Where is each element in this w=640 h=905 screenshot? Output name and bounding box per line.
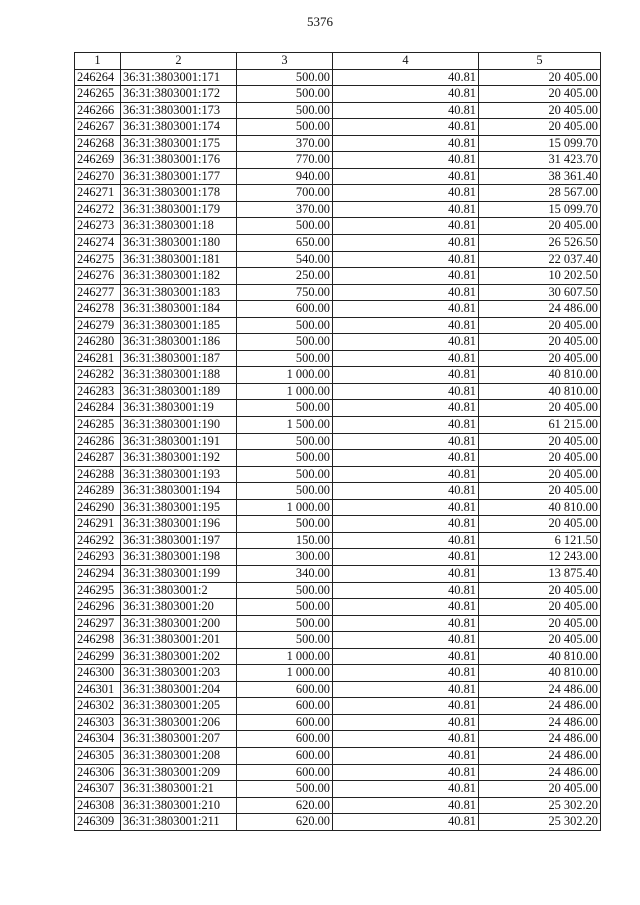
table-row <box>75 400 601 417</box>
area-cell: 1 000.00 <box>237 648 333 665</box>
cadastral-number-cell: 36:31:3803001:186 <box>121 334 237 351</box>
area-cell: 500.00 <box>237 433 333 450</box>
area-cell: 300.00 <box>237 549 333 566</box>
area-cell: 600.00 <box>237 714 333 731</box>
table-row <box>75 466 601 483</box>
amount-cell: 22 037.40 <box>479 251 601 268</box>
rate-cell: 40.81 <box>333 483 479 500</box>
cadastral-number-cell: 36:31:3803001:182 <box>121 268 237 285</box>
row-number-cell: 246267 <box>75 119 121 136</box>
rate-cell: 40.81 <box>333 731 479 748</box>
table-row <box>75 86 601 103</box>
rate-cell: 40.81 <box>333 582 479 599</box>
area-cell: 150.00 <box>237 532 333 549</box>
row-number-cell: 246301 <box>75 681 121 698</box>
rate-cell: 40.81 <box>333 268 479 285</box>
area-cell: 540.00 <box>237 251 333 268</box>
amount-cell: 20 405.00 <box>479 466 601 483</box>
amount-cell: 20 405.00 <box>479 350 601 367</box>
area-cell: 940.00 <box>237 168 333 185</box>
cadastral-number-cell: 36:31:3803001:175 <box>121 135 237 152</box>
amount-cell: 20 405.00 <box>479 218 601 235</box>
amount-cell: 20 405.00 <box>479 69 601 86</box>
row-number-cell: 246268 <box>75 135 121 152</box>
area-cell: 500.00 <box>237 317 333 334</box>
area-cell: 600.00 <box>237 747 333 764</box>
cadastral-number-cell: 36:31:3803001:172 <box>121 86 237 103</box>
table-row <box>75 814 601 831</box>
area-cell: 500.00 <box>237 483 333 500</box>
rate-cell: 40.81 <box>333 532 479 549</box>
row-number-cell: 246309 <box>75 814 121 831</box>
amount-cell: 40 810.00 <box>479 383 601 400</box>
rate-cell: 40.81 <box>333 615 479 632</box>
area-cell: 770.00 <box>237 152 333 169</box>
row-number-cell: 246273 <box>75 218 121 235</box>
row-number-cell: 246308 <box>75 797 121 814</box>
cadastral-number-cell: 36:31:3803001:19 <box>121 400 237 417</box>
row-number-cell: 246280 <box>75 334 121 351</box>
table-row <box>75 532 601 549</box>
area-cell: 600.00 <box>237 681 333 698</box>
table-row <box>75 698 601 715</box>
rate-cell: 40.81 <box>333 714 479 731</box>
amount-cell: 10 202.50 <box>479 268 601 285</box>
row-number-cell: 246297 <box>75 615 121 632</box>
table-row <box>75 681 601 698</box>
cadastral-number-cell: 36:31:3803001:18 <box>121 218 237 235</box>
rate-cell: 40.81 <box>333 549 479 566</box>
table-row <box>75 714 601 731</box>
rate-cell: 40.81 <box>333 135 479 152</box>
table-row <box>75 483 601 500</box>
cadastral-number-cell: 36:31:3803001:174 <box>121 119 237 136</box>
cadastral-number-cell: 36:31:3803001:189 <box>121 383 237 400</box>
area-cell: 500.00 <box>237 119 333 136</box>
amount-cell: 24 486.00 <box>479 731 601 748</box>
rate-cell: 40.81 <box>333 152 479 169</box>
area-cell: 700.00 <box>237 185 333 202</box>
rate-cell: 40.81 <box>333 168 479 185</box>
rate-cell: 40.81 <box>333 648 479 665</box>
cadastral-number-cell: 36:31:3803001:207 <box>121 731 237 748</box>
area-cell: 500.00 <box>237 781 333 798</box>
rate-cell: 40.81 <box>333 400 479 417</box>
cadastral-number-cell: 36:31:3803001:208 <box>121 747 237 764</box>
amount-cell: 20 405.00 <box>479 317 601 334</box>
column-header-1: 1 <box>75 53 121 70</box>
row-number-cell: 246289 <box>75 483 121 500</box>
cadastral-number-cell: 36:31:3803001:210 <box>121 797 237 814</box>
row-number-cell: 246264 <box>75 69 121 86</box>
cadastral-number-cell: 36:31:3803001:180 <box>121 235 237 252</box>
row-number-cell: 246265 <box>75 86 121 103</box>
row-number-cell: 246306 <box>75 764 121 781</box>
table-row <box>75 632 601 649</box>
rate-cell: 40.81 <box>333 781 479 798</box>
cadastral-number-cell: 36:31:3803001:188 <box>121 367 237 384</box>
cadastral-number-cell: 36:31:3803001:192 <box>121 450 237 467</box>
row-number-cell: 246279 <box>75 317 121 334</box>
table-row <box>75 251 601 268</box>
rate-cell: 40.81 <box>333 317 479 334</box>
amount-cell: 30 607.50 <box>479 284 601 301</box>
area-cell: 1 500.00 <box>237 417 333 434</box>
table-row <box>75 781 601 798</box>
row-number-cell: 246291 <box>75 516 121 533</box>
rate-cell: 40.81 <box>333 218 479 235</box>
amount-cell: 25 302.20 <box>479 814 601 831</box>
row-number-cell: 246269 <box>75 152 121 169</box>
row-number-cell: 246290 <box>75 499 121 516</box>
cadastral-number-cell: 36:31:3803001:204 <box>121 681 237 698</box>
rate-cell: 40.81 <box>333 102 479 119</box>
table-row <box>75 135 601 152</box>
cadastral-number-cell: 36:31:3803001:21 <box>121 781 237 798</box>
cadastral-number-cell: 36:31:3803001:201 <box>121 632 237 649</box>
amount-cell: 20 405.00 <box>479 781 601 798</box>
table-row <box>75 615 601 632</box>
rate-cell: 40.81 <box>333 301 479 318</box>
cadastral-number-cell: 36:31:3803001:198 <box>121 549 237 566</box>
cadastral-number-cell: 36:31:3803001:171 <box>121 69 237 86</box>
amount-cell: 15 099.70 <box>479 201 601 218</box>
cadastral-number-cell: 36:31:3803001:205 <box>121 698 237 715</box>
row-number-cell: 246278 <box>75 301 121 318</box>
rate-cell: 40.81 <box>333 251 479 268</box>
cadastral-number-cell: 36:31:3803001:190 <box>121 417 237 434</box>
row-number-cell: 246287 <box>75 450 121 467</box>
amount-cell: 26 526.50 <box>479 235 601 252</box>
row-number-cell: 246281 <box>75 350 121 367</box>
rate-cell: 40.81 <box>333 86 479 103</box>
area-cell: 500.00 <box>237 218 333 235</box>
cadastral-number-cell: 36:31:3803001:200 <box>121 615 237 632</box>
amount-cell: 20 405.00 <box>479 119 601 136</box>
row-number-cell: 246294 <box>75 565 121 582</box>
area-cell: 500.00 <box>237 334 333 351</box>
area-cell: 500.00 <box>237 102 333 119</box>
cadastral-number-cell: 36:31:3803001:181 <box>121 251 237 268</box>
amount-cell: 24 486.00 <box>479 698 601 715</box>
rate-cell: 40.81 <box>333 466 479 483</box>
column-header-2: 2 <box>121 53 237 70</box>
amount-cell: 12 243.00 <box>479 549 601 566</box>
area-cell: 500.00 <box>237 450 333 467</box>
rate-cell: 40.81 <box>333 367 479 384</box>
table-row <box>75 599 601 616</box>
rate-cell: 40.81 <box>333 814 479 831</box>
rate-cell: 40.81 <box>333 698 479 715</box>
table-row <box>75 69 601 86</box>
rate-cell: 40.81 <box>333 681 479 698</box>
amount-cell: 24 486.00 <box>479 764 601 781</box>
cadastral-number-cell: 36:31:3803001:176 <box>121 152 237 169</box>
amount-cell: 24 486.00 <box>479 681 601 698</box>
row-number-cell: 246307 <box>75 781 121 798</box>
rate-cell: 40.81 <box>333 516 479 533</box>
row-number-cell: 246299 <box>75 648 121 665</box>
rate-cell: 40.81 <box>333 235 479 252</box>
table-row <box>75 565 601 582</box>
area-cell: 1 000.00 <box>237 499 333 516</box>
area-cell: 600.00 <box>237 731 333 748</box>
rate-cell: 40.81 <box>333 119 479 136</box>
row-number-cell: 246288 <box>75 466 121 483</box>
row-number-cell: 246305 <box>75 747 121 764</box>
table-row <box>75 334 601 351</box>
amount-cell: 20 405.00 <box>479 400 601 417</box>
amount-cell: 40 810.00 <box>479 367 601 384</box>
cadastral-number-cell: 36:31:3803001:194 <box>121 483 237 500</box>
amount-cell: 25 302.20 <box>479 797 601 814</box>
cadastral-number-cell: 36:31:3803001:211 <box>121 814 237 831</box>
row-number-cell: 246302 <box>75 698 121 715</box>
amount-cell: 20 405.00 <box>479 632 601 649</box>
row-number-cell: 246298 <box>75 632 121 649</box>
rate-cell: 40.81 <box>333 201 479 218</box>
table-row <box>75 764 601 781</box>
table-row <box>75 549 601 566</box>
amount-cell: 13 875.40 <box>479 565 601 582</box>
table-row <box>75 417 601 434</box>
table-row <box>75 383 601 400</box>
area-cell: 500.00 <box>237 582 333 599</box>
row-number-cell: 246303 <box>75 714 121 731</box>
rate-cell: 40.81 <box>333 69 479 86</box>
amount-cell: 40 810.00 <box>479 665 601 682</box>
area-cell: 500.00 <box>237 599 333 616</box>
area-cell: 1 000.00 <box>237 383 333 400</box>
area-cell: 340.00 <box>237 565 333 582</box>
row-number-cell: 246285 <box>75 417 121 434</box>
registry-table <box>74 52 601 831</box>
cadastral-number-cell: 36:31:3803001:197 <box>121 532 237 549</box>
cadastral-number-cell: 36:31:3803001:178 <box>121 185 237 202</box>
table-row <box>75 433 601 450</box>
area-cell: 620.00 <box>237 814 333 831</box>
amount-cell: 20 405.00 <box>479 483 601 500</box>
page-number: 5376 <box>307 14 333 29</box>
rate-cell: 40.81 <box>333 747 479 764</box>
column-header-4: 4 <box>333 53 479 70</box>
cadastral-number-cell: 36:31:3803001:20 <box>121 599 237 616</box>
cadastral-number-cell: 36:31:3803001:195 <box>121 499 237 516</box>
row-number-cell: 246274 <box>75 235 121 252</box>
table-row <box>75 648 601 665</box>
amount-cell: 40 810.00 <box>479 648 601 665</box>
table-row <box>75 450 601 467</box>
amount-cell: 20 405.00 <box>479 102 601 119</box>
table-row <box>75 350 601 367</box>
area-cell: 1 000.00 <box>237 665 333 682</box>
amount-cell: 20 405.00 <box>479 615 601 632</box>
cadastral-number-cell: 36:31:3803001:206 <box>121 714 237 731</box>
table-row <box>75 301 601 318</box>
table-row <box>75 284 601 301</box>
table-row <box>75 235 601 252</box>
cadastral-number-cell: 36:31:3803001:203 <box>121 665 237 682</box>
table-row <box>75 268 601 285</box>
table-row <box>75 185 601 202</box>
amount-cell: 20 405.00 <box>479 450 601 467</box>
table-row <box>75 731 601 748</box>
row-number-cell: 246304 <box>75 731 121 748</box>
area-cell: 500.00 <box>237 69 333 86</box>
row-number-cell: 246270 <box>75 168 121 185</box>
cadastral-number-cell: 36:31:3803001:173 <box>121 102 237 119</box>
amount-cell: 20 405.00 <box>479 516 601 533</box>
amount-cell: 24 486.00 <box>479 301 601 318</box>
area-cell: 500.00 <box>237 350 333 367</box>
rate-cell: 40.81 <box>333 565 479 582</box>
table-row <box>75 367 601 384</box>
area-cell: 500.00 <box>237 400 333 417</box>
cadastral-number-cell: 36:31:3803001:202 <box>121 648 237 665</box>
row-number-cell: 246266 <box>75 102 121 119</box>
header-row <box>75 53 601 70</box>
table-body <box>75 69 601 830</box>
rate-cell: 40.81 <box>333 417 479 434</box>
table-row <box>75 201 601 218</box>
rate-cell: 40.81 <box>333 499 479 516</box>
rate-cell: 40.81 <box>333 284 479 301</box>
area-cell: 750.00 <box>237 284 333 301</box>
rate-cell: 40.81 <box>333 665 479 682</box>
amount-cell: 6 121.50 <box>479 532 601 549</box>
row-number-cell: 246272 <box>75 201 121 218</box>
table-row <box>75 152 601 169</box>
cadastral-number-cell: 36:31:3803001:199 <box>121 565 237 582</box>
amount-cell: 20 405.00 <box>479 433 601 450</box>
column-header-5: 5 <box>479 53 601 70</box>
column-header-3: 3 <box>237 53 333 70</box>
table-row <box>75 665 601 682</box>
table-row <box>75 317 601 334</box>
area-cell: 600.00 <box>237 301 333 318</box>
area-cell: 600.00 <box>237 764 333 781</box>
table-row <box>75 747 601 764</box>
rate-cell: 40.81 <box>333 599 479 616</box>
cadastral-number-cell: 36:31:3803001:187 <box>121 350 237 367</box>
row-number-cell: 246292 <box>75 532 121 549</box>
cadastral-number-cell: 36:31:3803001:179 <box>121 201 237 218</box>
row-number-cell: 246271 <box>75 185 121 202</box>
amount-cell: 40 810.00 <box>479 499 601 516</box>
area-cell: 1 000.00 <box>237 367 333 384</box>
cadastral-number-cell: 36:31:3803001:183 <box>121 284 237 301</box>
cadastral-number-cell: 36:31:3803001:184 <box>121 301 237 318</box>
area-cell: 370.00 <box>237 135 333 152</box>
rate-cell: 40.81 <box>333 450 479 467</box>
row-number-cell: 246284 <box>75 400 121 417</box>
table-row <box>75 582 601 599</box>
rate-cell: 40.81 <box>333 185 479 202</box>
cadastral-number-cell: 36:31:3803001:193 <box>121 466 237 483</box>
table-row <box>75 499 601 516</box>
amount-cell: 38 361.40 <box>479 168 601 185</box>
table-row <box>75 119 601 136</box>
rate-cell: 40.81 <box>333 632 479 649</box>
area-cell: 250.00 <box>237 268 333 285</box>
amount-cell: 20 405.00 <box>479 582 601 599</box>
amount-cell: 20 405.00 <box>479 599 601 616</box>
area-cell: 500.00 <box>237 466 333 483</box>
row-number-cell: 246276 <box>75 268 121 285</box>
area-cell: 500.00 <box>237 632 333 649</box>
rate-cell: 40.81 <box>333 764 479 781</box>
row-number-cell: 246296 <box>75 599 121 616</box>
row-number-cell: 246300 <box>75 665 121 682</box>
table-row <box>75 168 601 185</box>
cadastral-number-cell: 36:31:3803001:185 <box>121 317 237 334</box>
amount-cell: 15 099.70 <box>479 135 601 152</box>
table-row <box>75 102 601 119</box>
row-number-cell: 246286 <box>75 433 121 450</box>
row-number-cell: 246282 <box>75 367 121 384</box>
amount-cell: 31 423.70 <box>479 152 601 169</box>
amount-cell: 24 486.00 <box>479 747 601 764</box>
area-cell: 620.00 <box>237 797 333 814</box>
row-number-cell: 246283 <box>75 383 121 400</box>
table-row <box>75 797 601 814</box>
cadastral-number-cell: 36:31:3803001:191 <box>121 433 237 450</box>
amount-cell: 20 405.00 <box>479 86 601 103</box>
rate-cell: 40.81 <box>333 350 479 367</box>
area-cell: 650.00 <box>237 235 333 252</box>
area-cell: 600.00 <box>237 698 333 715</box>
row-number-cell: 246277 <box>75 284 121 301</box>
rate-cell: 40.81 <box>333 797 479 814</box>
row-number-cell: 246275 <box>75 251 121 268</box>
table-row <box>75 516 601 533</box>
cadastral-number-cell: 36:31:3803001:2 <box>121 582 237 599</box>
area-cell: 370.00 <box>237 201 333 218</box>
rate-cell: 40.81 <box>333 383 479 400</box>
row-number-cell: 246295 <box>75 582 121 599</box>
table-row <box>75 218 601 235</box>
area-cell: 500.00 <box>237 615 333 632</box>
rate-cell: 40.81 <box>333 334 479 351</box>
amount-cell: 28 567.00 <box>479 185 601 202</box>
rate-cell: 40.81 <box>333 433 479 450</box>
cadastral-number-cell: 36:31:3803001:196 <box>121 516 237 533</box>
row-number-cell: 246293 <box>75 549 121 566</box>
area-cell: 500.00 <box>237 516 333 533</box>
area-cell: 500.00 <box>237 86 333 103</box>
amount-cell: 24 486.00 <box>479 714 601 731</box>
cadastral-number-cell: 36:31:3803001:177 <box>121 168 237 185</box>
cadastral-number-cell: 36:31:3803001:209 <box>121 764 237 781</box>
amount-cell: 61 215.00 <box>479 417 601 434</box>
amount-cell: 20 405.00 <box>479 334 601 351</box>
